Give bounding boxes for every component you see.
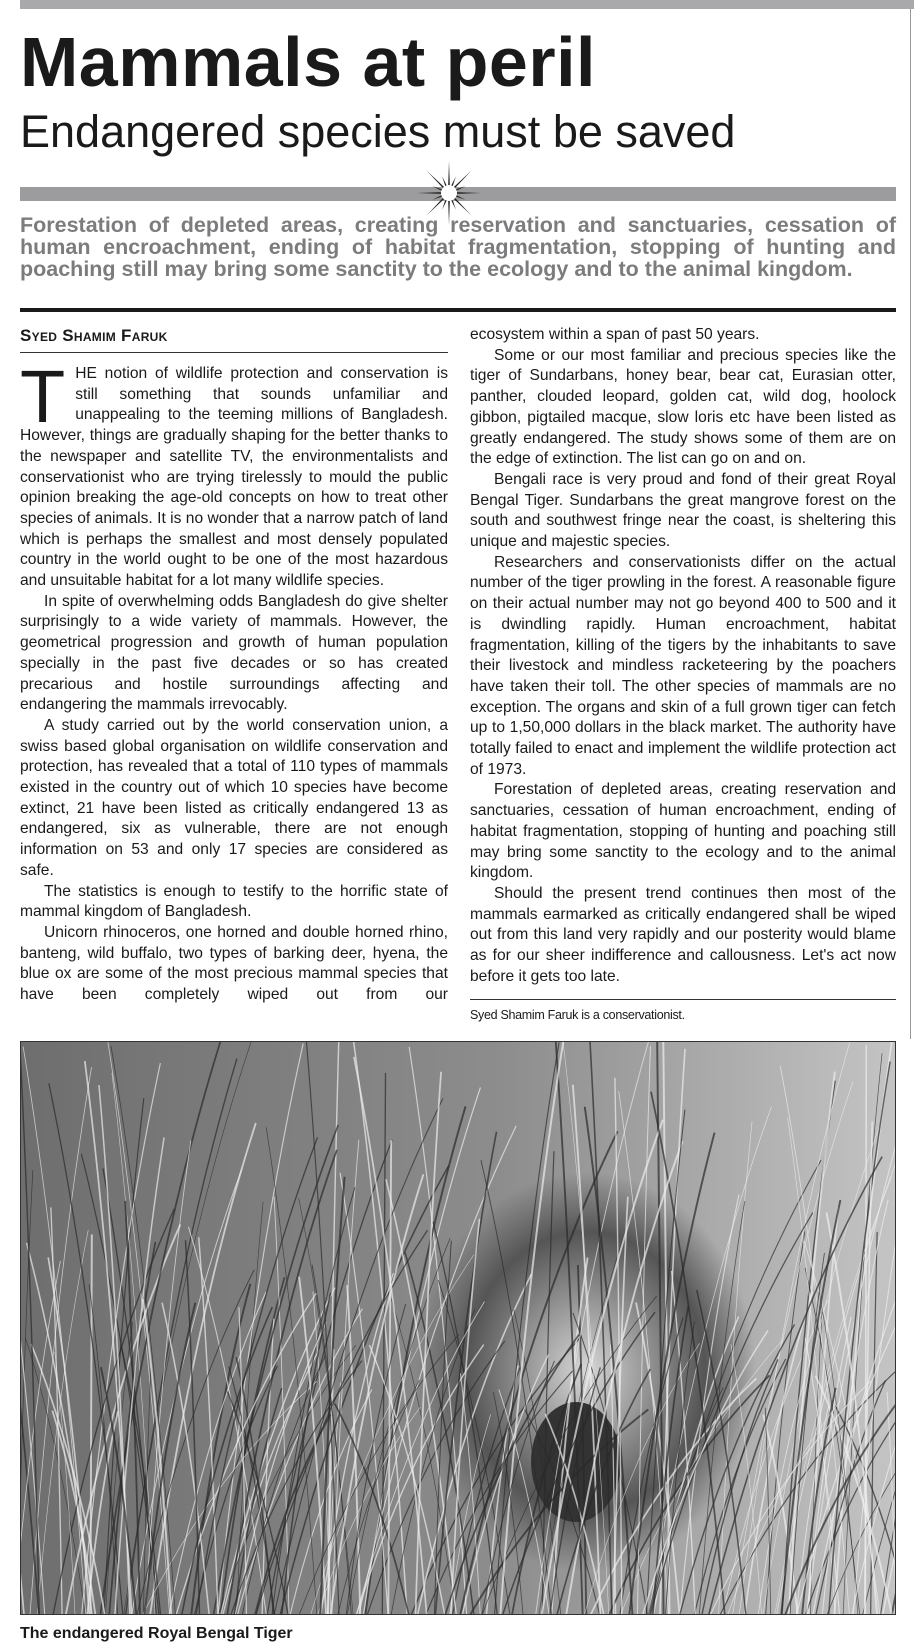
paragraph: In spite of overwhelming odds Bangladesh do give shelter surprisingly to a wide variety of mammals. However, the geometrical progression and growth of human population specially in the past five decades or so has created precarious and hostile surroundings affecting and endangering the mammals irrevocably. (20, 592, 448, 714)
author-bio: Syed Shamim Faruk is a conservationist. (470, 1008, 685, 1022)
paragraph: Some or our most familiar and precious species like the tiger of Sundarbans, honey bear, bear cat, Eurasian otter, panther, clouded leopard, golden cat, wild dog, hoolock gibbon, pigtailed macque, slow loris etc have been listed as greatly endangered. The study shows some of them are on the edge of extinction. The list can go on and on. (470, 346, 896, 468)
article-column-left (20, 355, 448, 1006)
paragraph: Researchers and conservationists differ on the actual number of the tiger prowling in the forest. A reasonable figure on their actual number may not go beyond 400 to 500 and it is dwindling rapidly. Human encroachment, habitat fragmentation, killing of the tigers by the inhabitants to save their livestock and mindless racketeering by the poachers have taken their toll. The other species of mammals are no exception. The organs and skin of a full grown tiger can fetch up to 1,50,000 dollars in the black market. The authority have totally failed to enact and implement the wildlife protection act of 1973. (470, 553, 896, 778)
paragraph: Forestation of depleted areas, creating reservation and sanctuaries, cessation of human encroachment, ending of habitat fragmentation, stopping of hunting and poaching still may bring some sanctity to the ecology and to the animal kingdom. (470, 781, 896, 882)
paragraph: Should the present trend continues then most of the mammals earmarked as critically endangered shall be wiped out from this land very rapidly and our posterity would blame as for our sheer indifference and callousness. Let's act now before it gets too late. (470, 884, 896, 985)
paragraph: Unicorn rhinoceros, one horned and double horned rhino, banteng, wild buffalo, two types of barking deer, hyena, the blue ox are some of the most precious mammal species that have been completely wiped out from our (20, 923, 448, 1004)
top-rule (20, 0, 914, 9)
article-end-rule (470, 999, 896, 1000)
drop-cap: T (20, 355, 66, 438)
deck-rule (20, 308, 896, 312)
photo-caption: The endangered Royal Bengal Tiger (20, 1625, 293, 1642)
standfirst: Forestation of depleted areas, creating reservation and sanctuaries, cessation of human encroachment, ending of habitat fragmentation, stopping of hunting and poaching still may bring some sanctity to the ecology and to the animal kingdom. (20, 213, 896, 281)
paragraph: The statistics is enough to testify to the horrific state of mammal kingdom of Bangladesh. (20, 882, 448, 921)
byline-rule (20, 352, 448, 353)
paragraph: THE notion of wildlife protection and conservation is still something that sounds unfamiliar and unappealing to the teeming millions of Bangladesh. However, things are gradually shaping for the better thanks to the newspaper and satellite TV, the environmentalists and conservationist who are trying tirelessly to mould the public opinion breaking the age-old concepts on how to treat other species of animals. It is no wonder that a narrow patch of land which is perhaps the smallest and most densely populated country in the world ought to be one of the most hazardous and unsuitable habitat for a lot many wildlife species. (20, 355, 448, 590)
paragraph: Bengali race is very proud and fond of their great Royal Bengal Tiger. Sundarbans the great mangrove forest on the south and southwest fringe near the coast, is sheltering this unique and majestic species. (470, 470, 896, 551)
byline: Syed Shamim Faruk (20, 326, 168, 345)
paragraph: A study carried out by the world conservation union, a swiss based global organisation on wildlife conservation and protection, has revealed that a total of 110 types of mammals existed in the country out of which 10 species have become extinct, 21 have been listed as critically endangered 13 as endangered, six as vulnerable, there are not enough information on 53 and only 17 species are considered as safe. (20, 716, 448, 879)
tiger-photo (20, 1041, 896, 1615)
article-column-right (470, 325, 896, 988)
subheadline: Endangered species must be saved (20, 106, 736, 157)
headline: Mammals at peril (20, 23, 596, 101)
paragraph: ecosystem within a span of past 50 years. (470, 326, 760, 343)
page-border (910, 9, 911, 1039)
